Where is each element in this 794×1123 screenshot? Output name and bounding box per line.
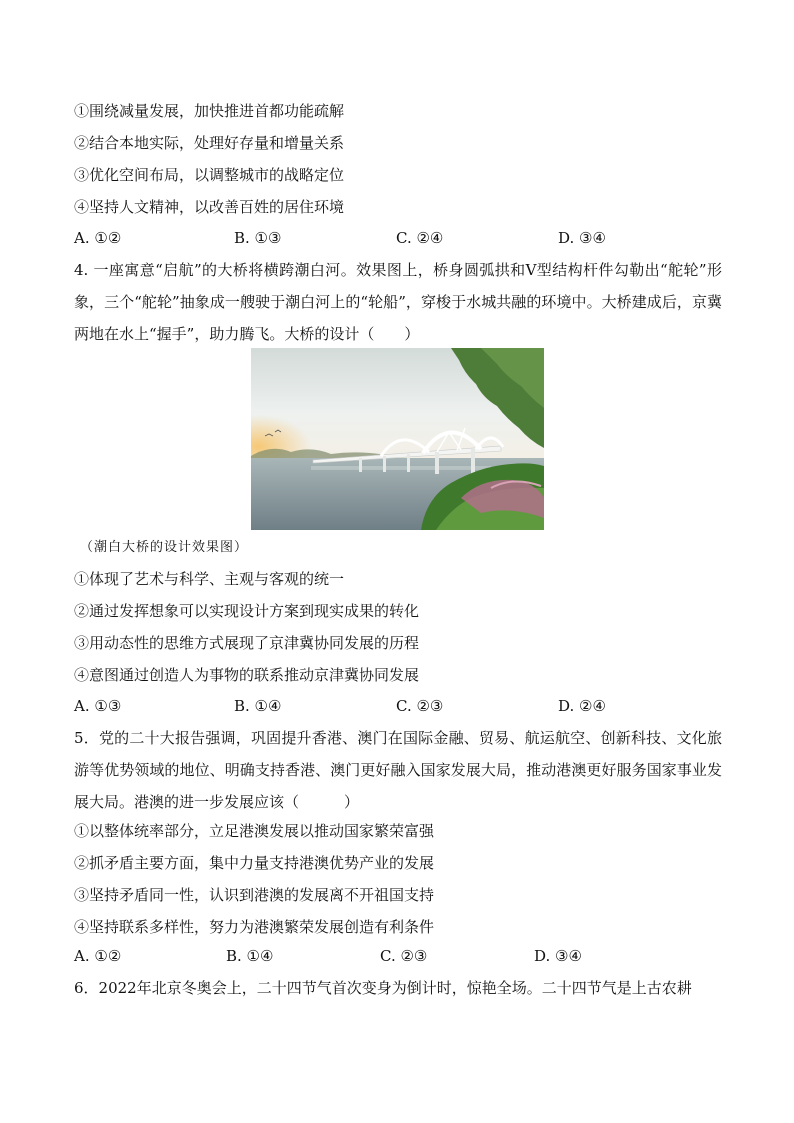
q5-option-c: C. ②③ <box>380 947 428 965</box>
q3-options <box>74 228 734 248</box>
q4-option-b: B. ①④ <box>234 697 282 715</box>
q3-option-d: D. ③④ <box>558 229 606 247</box>
q3-option-c: C. ②④ <box>396 229 444 247</box>
q5-options <box>74 946 734 966</box>
q4-item-4: ④意图通过创造人为事物的联系推动京津冀协同发展 <box>74 666 420 684</box>
q5-stem: 5．党的二十大报告强调，巩固提升香港、澳门在国际金融、贸易、航运航空、创新科技、文化旅游等优势领域的地位、明确支持香港、澳门更好融入国家发展大局，推动港澳更好服务国家事业发展大局。港澳的进一步发展应该（ ） <box>74 729 722 811</box>
q4-item-3: ③用动态性的思维方式展现了京津冀协同发展的历程 <box>74 634 420 652</box>
q5-item-4: ④坚持联系多样性，努力为港澳繁荣发展创造有利条件 <box>74 918 435 936</box>
q5-item-2: ②抓矛盾主要方面，集中力量支持港澳优势产业的发展 <box>74 854 435 872</box>
q3-option-b: B. ①③ <box>234 229 282 247</box>
q4-option-c: C. ②③ <box>396 697 444 715</box>
q3-option-a: A. ①② <box>74 229 122 247</box>
q5-item-1: ①以整体统率部分，立足港澳发展以推动国家繁荣富强 <box>74 822 435 840</box>
q4-stem: 4. 一座寓意“启航”的大桥将横跨潮白河。效果图上，桥身圆弧拱和V型结构杆件勾勒出“舵轮”形象，三个“舵轮”抽象成一艘驶于潮白河上的“轮船”，穿梭于水城共融的环境中。大桥建成后，京冀两地在水上“握手”，助力腾飞。大桥的设计（ ） <box>74 261 722 343</box>
q4-item-1: ①体现了艺术与科学、主观与客观的统一 <box>74 570 345 588</box>
q4-item-2: ②通过发挥想象可以实现设计方案到现实成果的转化 <box>74 602 420 620</box>
q3-item-3: ③优化空间布局，以调整城市的战略定位 <box>74 166 345 184</box>
q3-item-4: ④坚持人文精神，以改善百姓的居住环境 <box>74 198 345 216</box>
q4-image-caption: （潮白大桥的设计效果图） <box>80 540 249 555</box>
q5-option-a: A. ①② <box>74 947 122 965</box>
q3-item-2: ②结合本地实际，处理好存量和增量关系 <box>74 134 345 152</box>
bridge-illustration <box>251 348 544 530</box>
q5-item-3: ③坚持矛盾同一性，认识到港澳的发展离不开祖国支持 <box>74 886 435 904</box>
q4-options <box>74 696 734 716</box>
q5-option-d: D. ③④ <box>534 947 582 965</box>
q4-option-a: A. ①③ <box>74 697 122 715</box>
q4-option-d: D. ②④ <box>558 697 606 715</box>
q6-stem: 6．2022年北京冬奥会上，二十四节气首次变身为倒计时，惊艳全场。二十四节气是上古农耕 <box>74 979 692 997</box>
q3-item-1: ①围绕减量发展，加快推进首都功能疏解 <box>74 102 345 120</box>
q5-option-b: B. ①④ <box>226 947 274 965</box>
